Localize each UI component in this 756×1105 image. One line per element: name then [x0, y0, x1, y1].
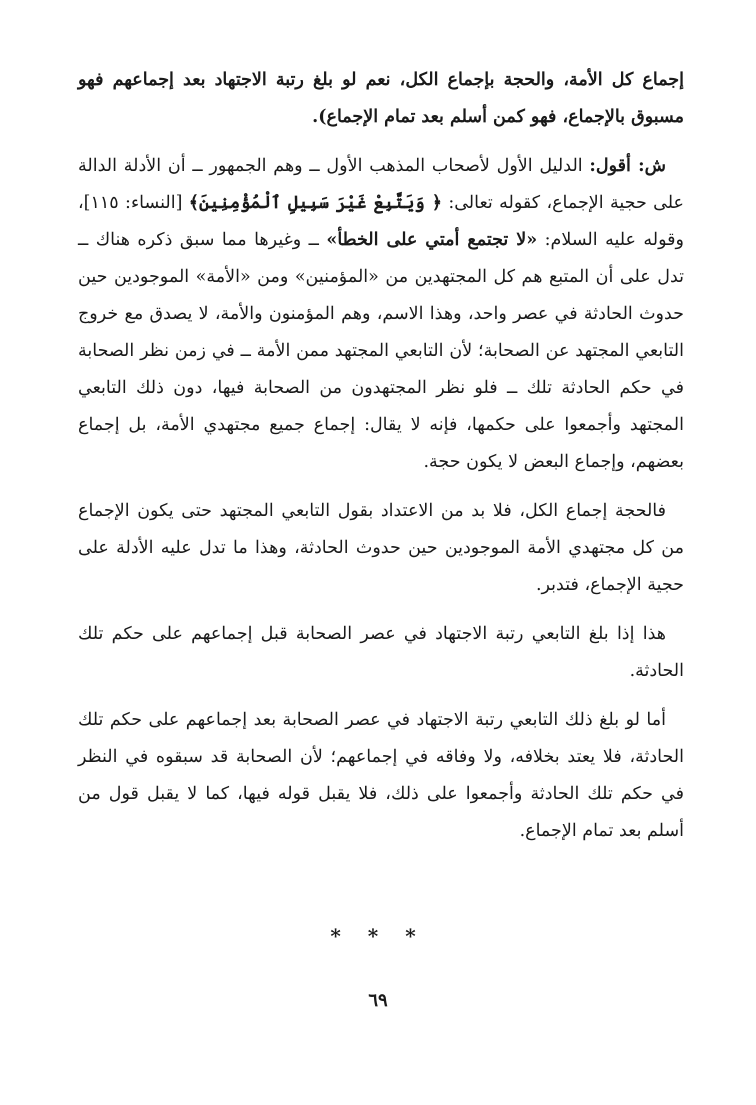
page-body — [78, 62, 684, 862]
section-separator: * * * — [330, 924, 426, 948]
paragraph-4: أما لو بلغ ذلك التابعي رتبة الاجتهاد في عصر الصحابة بعد إجماعهم على حكم تلك الحادثة، فلا يعتد بخلافه، ولا وفاقه في إجماعهم؛ لأن الصحابة قد سبقوه في النظر في حكم تلك الحادثة وأجمعوا على ذلك، فلا يقبل قوله فيها، كما لا يقبل قول من أسلم بعد تمام الإجماع. — [78, 710, 684, 841]
paragraph-3: هذا إذا بلغ التابعي رتبة الاجتهاد في عصر الصحابة قبل إجماعهم على حكم تلك الحادثة. — [78, 624, 684, 681]
sharh-paragraph — [78, 148, 684, 481]
quran-verse: ﴿ وَيَتَّبِعْ غَيْرَ سَبِيلِ ٱلْمُؤْمِنِينَ﴾ — [188, 193, 442, 213]
matn-text: إجماع كل الأمة، والحجة بإجماع الكل، نعم لو بلغ رتبة الاجتهاد بعد إجماعهم فهو مسبوق بالإجماع، فهو كمن أسلم بعد تمام الإجماع). — [78, 70, 684, 127]
sharh-part1: الدليل الأول لأصحاب المذهب الأول ــ وهم الجمهور ــ أن الأدلة الدالة على حجية الإجماع، كقوله تعالى: — [78, 156, 684, 213]
sharh-part2: ــ وغيرها مما سبق ذكره هناك ــ تدل على أن المتبع هم كل المجتهدين من «المؤمنين» ومن «الأمة» الموجودين حين حدوث الحادثة في عصر واحد، وهذا الاسم، وهم المؤمنون والأمة، لا يصدق مع خروج التابعي المجتهد عن الصحابة؛ لأن التابعي المجتهد ممن الأمة ــ في زمن نظر الصحابة في حكم الحادثة تلك ــ فلو نظر المجتهدون من الصحابة فيها، دون ذلك التابعي المجتهد وأجمعوا على حكمها، فإنه لا يقال: إجماع جميع مجتهدي الأمة، بل إجماع بعضهم، وإجماع البعض لا يكون حجة. — [78, 230, 684, 472]
verse-reference: [النساء: ١١٥]، وقوله عليه السلام: — [78, 193, 684, 250]
page-number: ٦٩ — [368, 990, 388, 1011]
sharh-marker: ش: أقول: — [589, 156, 666, 176]
paragraph-2: فالحجة إجماع الكل، فلا بد من الاعتداد بقول التابعي المجتهد حتى يكون الإجماع من كل مجتهدي الأمة الموجودين حين حدوث الحادثة، وهذا ما تدل عليه الأدلة على حجية الإجماع، فتدبر. — [78, 501, 684, 595]
hadith-quote: «لا تجتمع أمتي على الخطأ» — [326, 230, 538, 250]
